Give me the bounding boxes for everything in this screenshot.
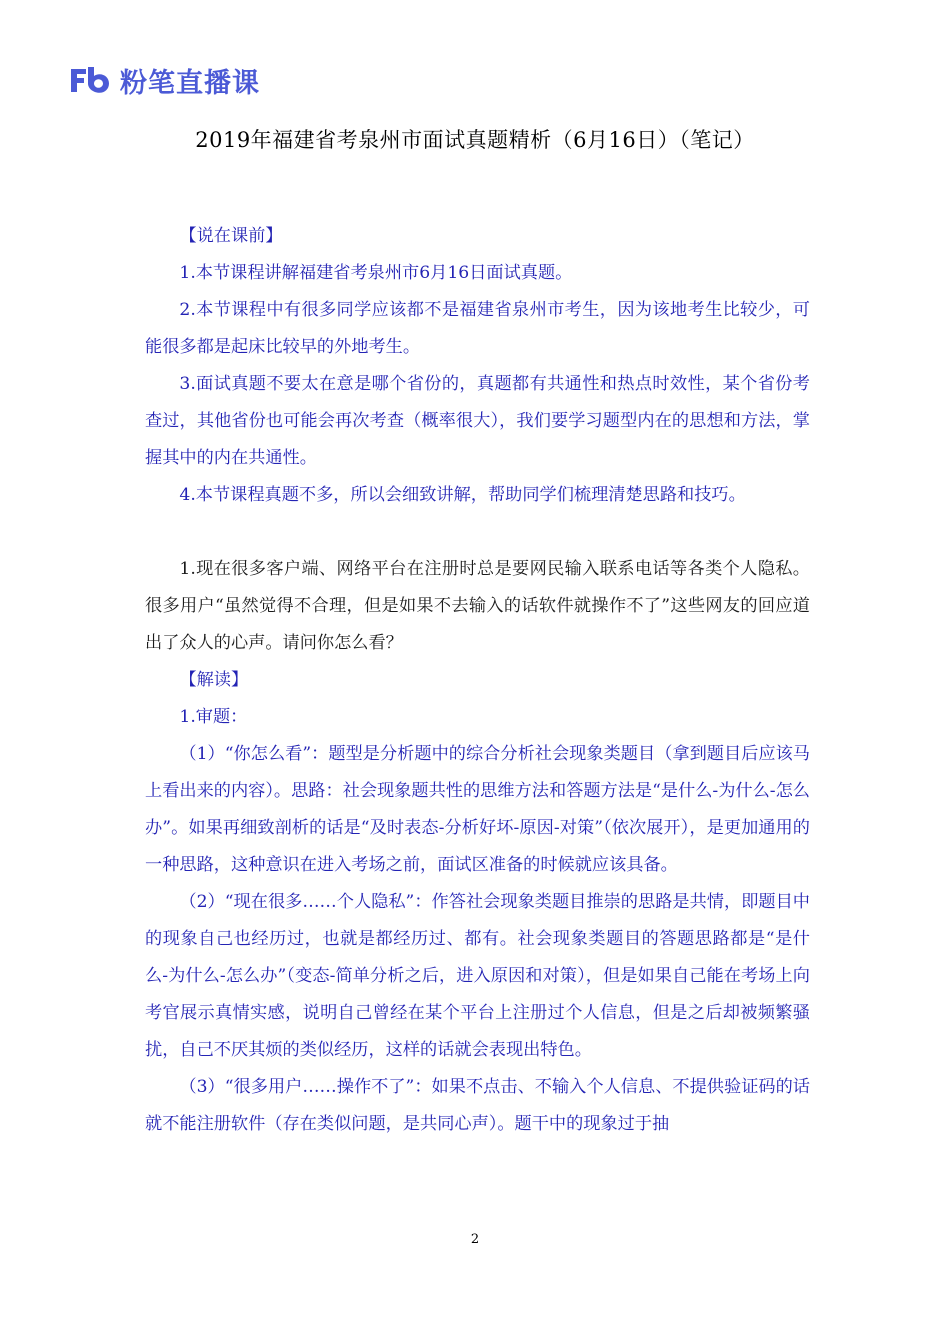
paragraph-gap — [145, 514, 810, 551]
brand-name: 粉笔直播课 — [120, 67, 260, 99]
page-number: 2 — [470, 1232, 480, 1247]
document-title: 2019年福建省考泉州市面试真题精析（6月16日）（笔记） — [195, 128, 755, 152]
analysis-point: （1）“你怎么看”：题型是分析题中的综合分析社会现象类题目（拿到题目后应该马上看出来的内容）。思路：社会现象题共性的思维方法和答题方法是“是什么-为什么-怎么办”。如果再细致剖析的话是“及时表态-分析好坏-原因-对策”（依次展开），是更加通用的一种思路，这种意识在进入考场之前，面试区准备的时候就应该具备。 — [145, 744, 810, 875]
fb-logo-icon — [68, 63, 112, 97]
intro-heading: 【说在课前】 — [179, 226, 283, 246]
intro-item: 4.本节课程真题不多，所以会细致讲解，帮助同学们梳理清楚思路和技巧。 — [179, 485, 746, 505]
intro-item: 3.面试真题不要太在意是哪个省份的，真题都有共通性和热点时效性，某个省份考查过，其他省份也可能会再次考查（概率很大），我们要学习题型内在的思想和方法，掌握其中的内在共通性。 — [145, 374, 810, 468]
question-text: 1.现在很多客户端、网络平台在注册时总是要网民输入联系电话等各类个人隐私。很多用户“虽然觉得不合理，但是如果不去输入的话软件就操作不了”这些网友的回应道出了众人的心声。请问你怎么看？ — [145, 559, 810, 653]
analysis-point: （3）“很多用户……操作不了”：如果不点击、不输入个人信息、不提供验证码的话就不能注册软件（存在类似问题，是共同心声）。题干中的现象过于抽 — [145, 1077, 810, 1134]
intro-item: 2.本节课程中有很多同学应该都不是福建省泉州市考生，因为该地考生比较少，可能很多都是起床比较早的外地考生。 — [145, 300, 810, 357]
analysis-subheading: 1.审题： — [179, 707, 248, 727]
analysis-point: （2）“现在很多……个人隐私”：作答社会现象类题目推崇的思路是共情，即题目中的现象自己也经历过，也就是都经历过、都有。社会现象类题目的答题思路都是“是什么-为什么-怎么办”（变态-简单分析之后，进入原因和对策），但是如果自己能在考场上向考官展示真情实感，说明自己曾经在某个平台上注册过个人信息，但是之后却被频繁骚扰，自己不厌其烦的类似经历，这样的话就会表现出特色。 — [145, 892, 810, 1060]
analysis-heading: 【解读】 — [179, 670, 249, 690]
document-body — [145, 218, 810, 1143]
brand-logo — [68, 60, 260, 100]
intro-item: 1.本节课程讲解福建省考泉州市6月16日面试真题。 — [179, 263, 573, 283]
